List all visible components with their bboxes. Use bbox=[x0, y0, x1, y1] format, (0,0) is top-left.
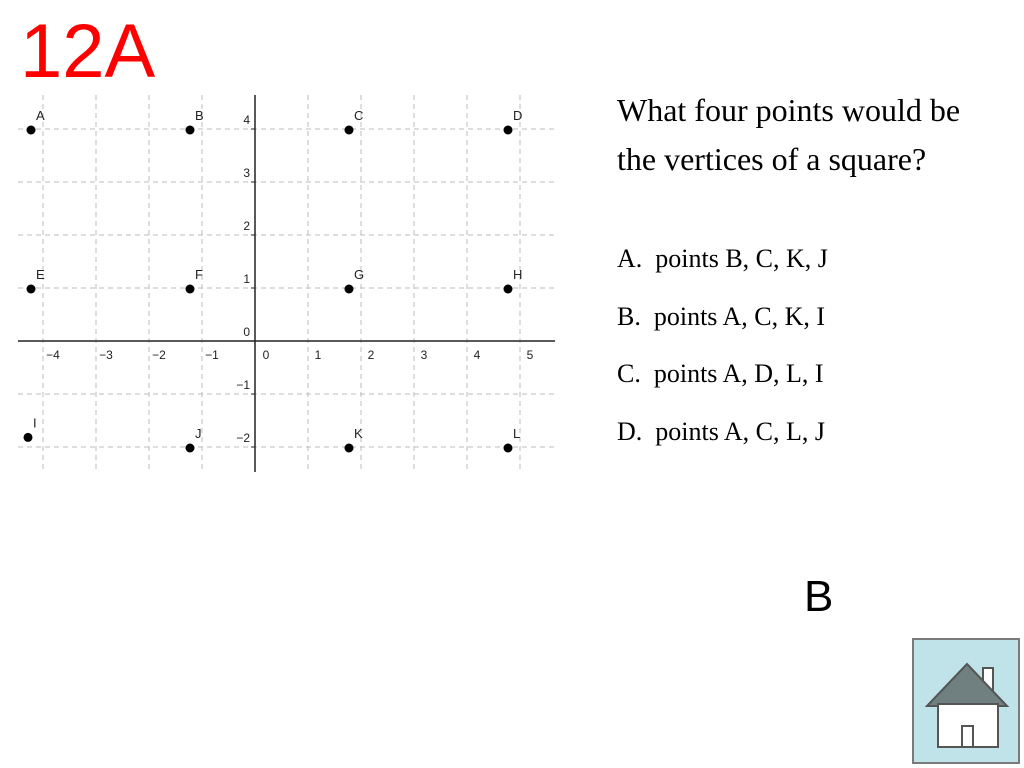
point-f bbox=[186, 285, 195, 294]
point-label-c: C bbox=[354, 108, 364, 123]
y-tick-label: −2 bbox=[236, 431, 250, 445]
y-tick-label: 0 bbox=[243, 325, 250, 339]
choice-a: A. points B, C, K, J bbox=[617, 244, 828, 273]
x-tick-label: −3 bbox=[99, 348, 113, 362]
y-tick-label: 1 bbox=[243, 272, 250, 286]
y-tick-label: 3 bbox=[243, 166, 250, 180]
point-c bbox=[345, 126, 354, 135]
question-text: What four points would be the vertices of a square? bbox=[617, 92, 961, 177]
axes bbox=[18, 95, 555, 472]
y-tick-label: −1 bbox=[236, 378, 250, 392]
point-label-i: I bbox=[33, 415, 37, 431]
point-label-g: G bbox=[354, 267, 365, 282]
x-tick-label: 1 bbox=[314, 348, 322, 362]
point-label-a: A bbox=[36, 108, 45, 123]
point-label-k: K bbox=[354, 426, 363, 441]
x-tick-label: −2 bbox=[152, 348, 166, 362]
point-label-h: H bbox=[513, 267, 523, 282]
points bbox=[24, 108, 523, 453]
house-icon bbox=[914, 640, 1018, 762]
point-g bbox=[345, 285, 354, 294]
point-j bbox=[186, 444, 195, 453]
choice-b: B. points A, C, K, I bbox=[617, 301, 826, 331]
point-label-e: E bbox=[36, 267, 45, 282]
point-l bbox=[504, 444, 513, 453]
point-i bbox=[24, 433, 33, 442]
point-e bbox=[27, 285, 36, 294]
x-tick-label: 4 bbox=[473, 348, 481, 362]
x-tick-label: 5 bbox=[526, 348, 534, 362]
point-label-d: D bbox=[513, 108, 523, 123]
answer-choices bbox=[617, 238, 997, 468]
point-h bbox=[504, 285, 513, 294]
y-tick-label: 2 bbox=[243, 219, 250, 233]
point-label-b: B bbox=[195, 108, 204, 123]
point-d bbox=[504, 126, 513, 135]
point-k bbox=[345, 444, 354, 453]
x-tick-label: 3 bbox=[420, 348, 428, 362]
x-tick-label: 2 bbox=[367, 348, 375, 362]
x-tick-label: −1 bbox=[205, 348, 219, 362]
x-tick-label: 0 bbox=[262, 348, 270, 362]
choice-c: C. points A, D, L, I bbox=[617, 359, 824, 388]
home-button[interactable] bbox=[912, 638, 1020, 764]
point-label-l: L bbox=[513, 426, 521, 441]
point-label-f: F bbox=[195, 267, 203, 282]
point-b bbox=[186, 126, 195, 135]
tick-labels bbox=[46, 113, 534, 447]
point-a bbox=[27, 126, 36, 135]
grid-lines bbox=[18, 95, 555, 472]
y-tick-label: 4 bbox=[243, 113, 250, 127]
x-tick-label: −4 bbox=[46, 348, 60, 362]
answer-text: B bbox=[804, 572, 834, 621]
choice-d: D. points A, C, L, J bbox=[617, 416, 826, 446]
slide-title: 12A bbox=[20, 9, 156, 94]
point-label-j: J bbox=[195, 426, 202, 441]
